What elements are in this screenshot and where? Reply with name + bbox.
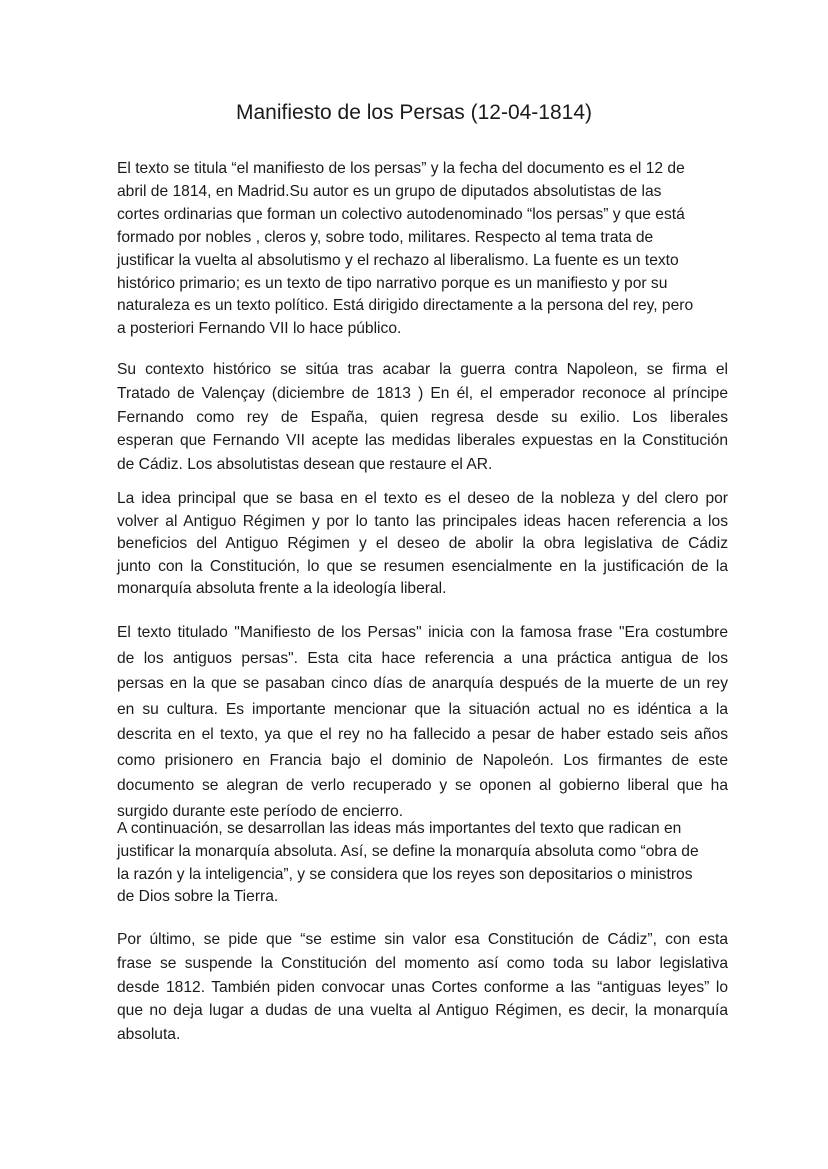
paragraph [117, 488, 728, 601]
text-line: justificar la vuelta al absolutismo y el rechazo al liberalismo. La fuente es un texto [117, 251, 679, 269]
text-line: Por último, se pide que “se estime sin valor esa Constitución de Cádiz”, con esta [117, 931, 728, 948]
text-line: absoluta. [117, 1026, 181, 1044]
text-line: formado por nobles , cleros y, sobre todo, militares. Respecto al tema trata de [117, 228, 654, 246]
text-line: naturaleza es un texto político. Está dirigido directamente a la persona del rey, pero [117, 297, 694, 315]
text-line: Fernando como rey de España, quien regresa desde su exilio. Los liberales [117, 408, 728, 426]
text-line: junto con la Constitución, lo que se resumen esencialmente en la justificación de la [117, 557, 728, 575]
text-line: El texto titulado "Manifiesto de los Persas" inicia con la famosa frase "Era costumbre [117, 624, 728, 641]
text-line: frase se suspende la Constitución del momento así como toda su labor legislativa [117, 954, 728, 972]
text-line: como prisionero en Francia bajo el dominio de Napoleón. Los firmantes de este [117, 751, 728, 769]
text-line: El texto se titula “el manifiesto de los persas” y la fecha del documento es el 12 de [117, 160, 685, 177]
text-line: abril de 1814, en Madrid.Su autor es un grupo de diputados absolutistas de las [117, 182, 662, 200]
text-line: histórico primario; es un texto de tipo narrativo porque es un manifiesto y por su [117, 274, 668, 292]
text-line: de Cádiz. Los absolutistas desean que restaure el AR. [117, 456, 493, 474]
text-line: cortes ordinarias que forman un colectivo autodenominado “los persas” y que está [117, 205, 685, 223]
paragraph [117, 158, 728, 341]
text-line: surgido durante este período de encierro. [117, 802, 404, 820]
text-line: volver al Antiguo Régimen y por lo tanto las principales ideas hacen referencia a los [117, 512, 728, 530]
document-title: Manifiesto de los Persas (12-04-1814) [235, 101, 592, 124]
text-line: desde 1812. También piden convocar unas Cortes conforme a las “antiguas leyes” lo [117, 978, 728, 996]
text-line: la razón y la inteligencia”, y se considera que los reyes son depositarios o ministros [117, 865, 693, 883]
text-line: de Dios sobre la Tierra. [117, 888, 279, 906]
text-line: justificar la monarquía absoluta. Así, se define la monarquía absoluta como “obra de [117, 842, 699, 860]
text-line: que no deja lugar a dudas de una vuelta al Antiguo Régimen, es decir, la monarquía [117, 1002, 728, 1020]
paragraph [117, 928, 728, 1047]
text-line: de los antiguos persas". Esta cita hace referencia a una práctica antigua de los [117, 649, 728, 667]
text-line: beneficios del Antiguo Régimen y el deseo de abolir la obra legislativa de Cádiz [117, 535, 728, 553]
paragraph [117, 620, 728, 824]
paragraph [117, 818, 728, 909]
text-line: esperan que Fernando VII acepte las medidas liberales expuestas en la Constitución [117, 432, 728, 450]
text-line: documento se alegran de verlo recuperado y se oponen al gobierno liberal que ha [117, 777, 728, 794]
text-line: A continuación, se desarrollan las ideas más importantes del texto que radican en [117, 820, 682, 837]
text-line: descrita en el texto, ya que el rey no ha fallecido a pesar de haber estado seis años [117, 726, 728, 743]
text-line: en su cultura. Es importante mencionar que la situación actual no es idéntica a la [117, 700, 728, 718]
text-line: Tratado de Valençay (diciembre de 1813 ) En él, el emperador reconoce al príncipe [117, 384, 728, 402]
text-line: persas en la que se pasaban cinco días de anarquía después de la muerte de un rey [117, 675, 728, 692]
text-line: Su contexto histórico se sitúa tras acabar la guerra contra Napoleon, se firma el [117, 361, 728, 378]
text-line: La idea principal que se basa en el texto es el deseo de la nobleza y del clero por [117, 490, 728, 507]
text-line: monarquía absoluta frente a la ideología liberal. [117, 580, 447, 598]
paragraph [117, 358, 728, 477]
text-line: a posteriori Fernando VII lo hace público. [117, 320, 402, 338]
